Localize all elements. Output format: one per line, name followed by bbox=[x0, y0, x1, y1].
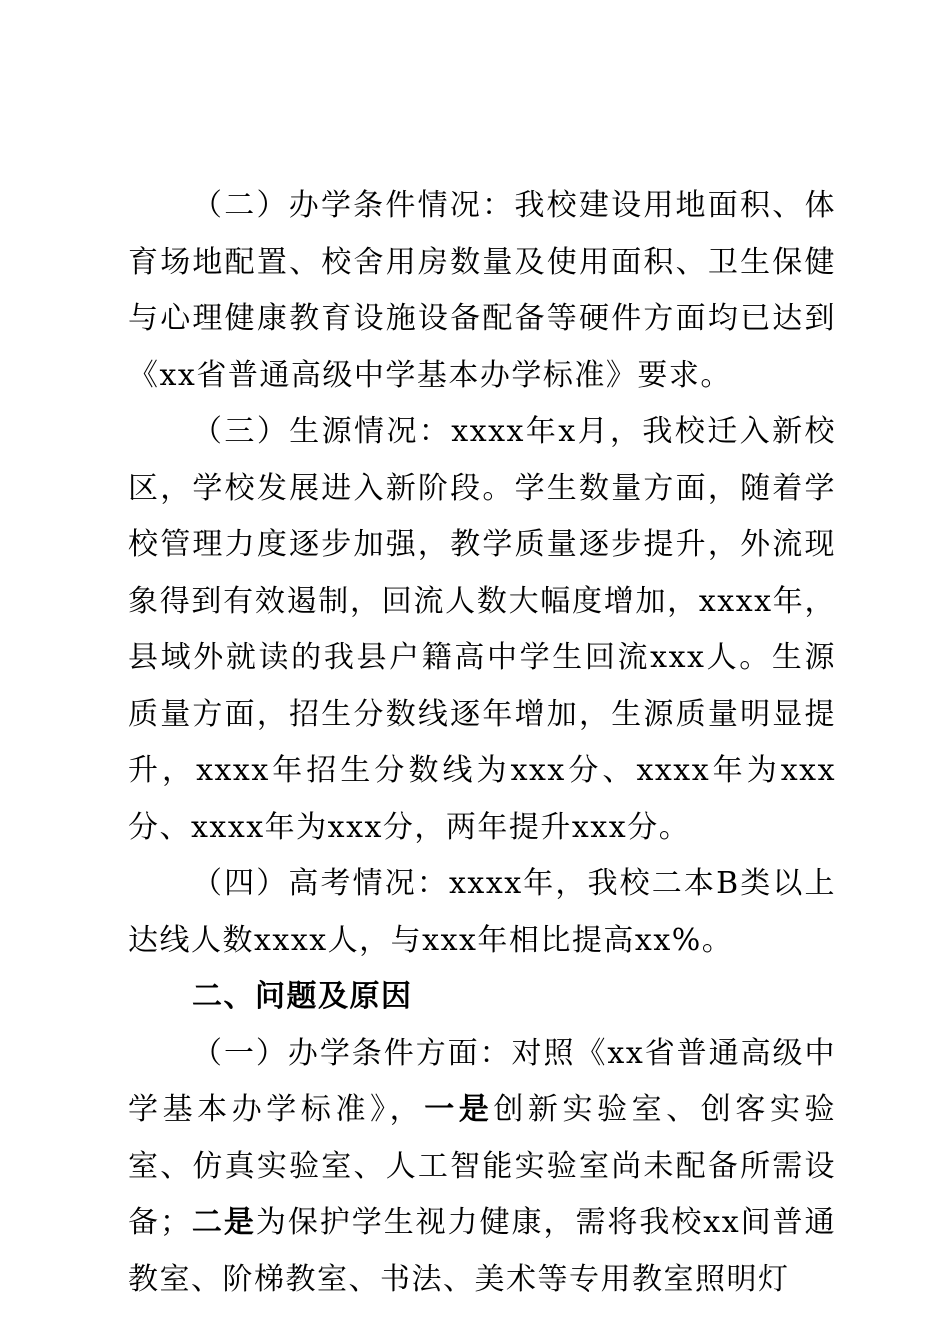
problem-intro-text: （一）办学条件方面：对照《xx省普通高级中学基本办学标准》， bbox=[128, 1035, 836, 1127]
section-heading-problems: 二、问题及原因 bbox=[192, 979, 413, 1014]
second-point-label: 二是 bbox=[191, 1205, 256, 1240]
paragraph-school-conditions: （二）办学条件情况：我校建设用地面积、体育场地配置、校舍用房数量及使用面积、卫生保健与心理健康教育设施设备配备等硬件方面均已达到《xx省普通高级中学基本办学标准》要求。 bbox=[128, 188, 836, 393]
second-point-text: 为保护学生视力健康，需将我校xx间普通教室、阶梯教室、书法、美术等专用教室照明灯 bbox=[128, 1205, 837, 1297]
paragraph-college-exam: （四）高考情况：xxxx年，我校二本B类以上达线人数xxxx人，与xxx年相比提高xx%。 bbox=[128, 866, 836, 958]
paragraph-student-sources: （三）生源情况：xxxx年x月，我校迁入新校区，学校发展进入新阶段。学生数量方面，随着学校管理力度逐步加强，教学质量逐步提升，外流现象得到有效遏制，回流人数大幅度增加，xxxx年，县域外就读的我县户籍高中学生回流xxx人。生源质量方面，招生分数线逐年增加，生源质量明显提升，xxxx年招生分数线为xxx分、xxxx年为xxx分、xxxx年为xxx分，两年提升xxx分。 bbox=[128, 414, 836, 845]
first-point-text: 创新实验室、创客实验室、仿真实验室、人工智能实验室尚未配备所需设备； bbox=[128, 1092, 837, 1240]
first-point-label: 一是 bbox=[424, 1092, 494, 1127]
paragraph-problem-conditions bbox=[128, 1026, 836, 1309]
document-body bbox=[128, 178, 836, 1308]
